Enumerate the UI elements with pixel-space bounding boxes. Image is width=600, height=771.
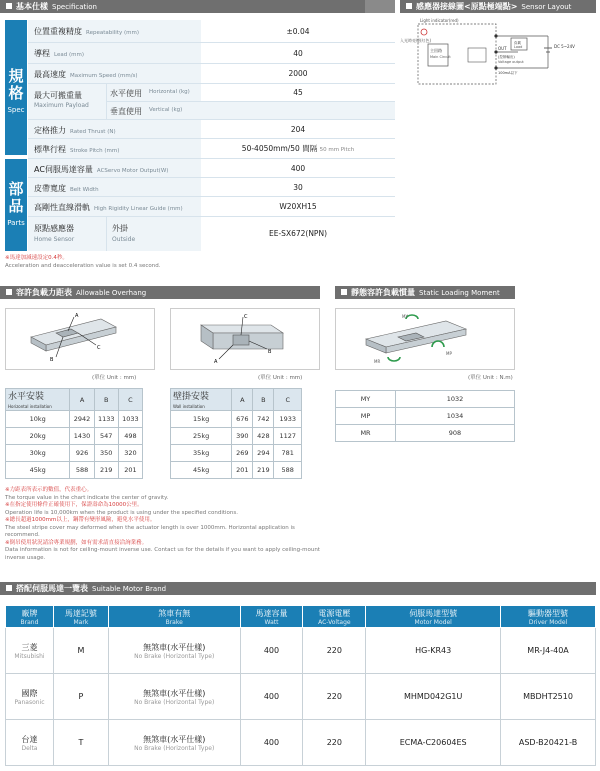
a-cell: 926 [70,445,94,462]
spec-title-en: Specification [52,3,97,11]
moment-label: MY [336,391,396,408]
spec-value: 400 [201,159,395,177]
brand-en: Mitsubishi [14,652,45,660]
moment-value: 1034 [396,408,515,425]
load-cell: 20kg [6,428,70,445]
load-cell: 45kg [171,462,232,479]
load-cell: 25kg [171,428,232,445]
a-cell: 269 [232,445,253,462]
b-cell: 219 [94,462,118,479]
table-row [171,462,302,479]
note-en: The torque value in the chart indicate the center of gravity. [5,494,169,501]
motor-model-cell: MHMD042G1U [366,674,501,720]
a-cell: 1430 [70,428,94,445]
brake-en: No Brake (Horizontal Type) [134,698,215,706]
spec-value: 30 [201,178,395,196]
spec-value: 2000 [201,64,395,83]
load-cell: 30kg [6,445,70,462]
sensor-sub: 外掛 [112,224,128,233]
label-my: MY [402,314,408,319]
sensor-label: 原點感應器 [34,224,74,233]
note-zh: ※在指定使用條件正確使用下，保證壽命為10000公里。 [5,502,143,508]
spec-row-thrust [28,120,395,139]
label-a: A [75,313,79,319]
load-cell: 45kg [6,462,70,479]
load-text: 負載 [514,41,521,45]
spec-value: W20XH15 [201,197,395,216]
brake-cell [108,628,240,674]
b-cell: 350 [94,445,118,462]
sensor-sub-en: Outside [112,236,136,243]
spec-row-guide [28,197,395,217]
a-cell: 676 [232,411,253,428]
th-en: Motor Model [414,618,452,626]
wall-table [170,388,302,479]
motor-model-cell: ECMA-C20604ES [366,720,501,766]
label-b: B [50,357,54,363]
spec-label: 定格推力 [34,126,66,135]
spec-row-repeatability [28,20,395,43]
moment-label: MR [336,425,396,442]
c-cell: 1933 [274,411,302,428]
label-a: A [214,359,218,365]
table-row [336,425,515,442]
load-cell: 10kg [6,411,70,428]
payload-label-en: Maximum Payload [34,102,89,109]
table-row [336,391,515,408]
col-a: A [232,389,253,411]
spec-title: 基本仕樣 [16,2,48,11]
spec-row-payload [28,84,395,120]
motor-row [6,720,596,766]
brake-en: No Brake (Horizontal Type) [134,744,215,752]
spec-row-speed [28,64,395,84]
motor-header-row [6,606,596,628]
static-moment-figure [335,308,515,370]
spec-row-stroke [28,139,395,159]
brake-cell [108,720,240,766]
group-spec-label: 規格 [6,68,25,102]
spec-label-en: Repeatability (mm) [86,30,139,36]
spec-note [5,255,395,270]
mark-cell: P [53,674,108,720]
b-cell: 294 [253,445,274,462]
motor-row [6,674,596,720]
th-en: Driver Model [528,618,568,626]
wall-title-en: Wall installation [173,404,205,409]
c-cell: 588 [274,462,302,479]
note-zh: ※力距表所表示的數值，代表重心。 [5,487,93,493]
c-cell: 1033 [118,411,142,428]
main-circuit-en: Main Circuit [430,55,451,59]
control-en: Voltage output [498,60,524,64]
b-cell: 428 [253,428,274,445]
th-brand [6,606,54,628]
driver-model-cell: ASD-B20421-B [501,720,596,766]
b-cell: 1133 [94,411,118,428]
a-cell: 390 [232,428,253,445]
led-text: 入光時亮燈(紅色) [400,38,432,43]
moment-label: MP [336,408,396,425]
wall-install-figure [170,308,320,370]
group-spec-en: Spec [7,106,25,114]
brake-zh: 無煞車(水平仕樣) [143,688,206,698]
brand-cell [6,720,54,766]
brake-zh: 無煞車(水平仕樣) [143,734,206,744]
th-zh: 驅動器型號 [528,608,569,618]
th-en: AC-Voltage [318,618,351,626]
brand-zh: 國際 [21,688,38,698]
brake-cell [108,674,240,720]
motor-table [5,605,596,766]
brand-zh: 台達 [21,734,38,744]
brake-zh: 無煞車(水平仕樣) [143,642,206,652]
load-cell: 35kg [171,445,232,462]
volt-cell: 220 [303,628,366,674]
table-row [6,411,143,428]
brake-en: No Brake (Horizontal Type) [134,652,215,660]
table-row [171,411,302,428]
note-en: The steel stripe cover may deformed when the actuator length is over 1000mm. Horizontal application is recommend. [5,524,295,538]
th-en: Brand [20,618,39,626]
b-cell: 219 [253,462,274,479]
static-unit: (單位 Unit : N.m) [468,375,513,381]
th-zh: 煞車有無 [158,608,191,618]
static-title-en: Static Loading Moment [419,289,500,297]
brand-en: Delta [21,744,38,752]
spec-label: 導程 [34,49,50,58]
watt-cell: 400 [240,674,303,720]
label-mr: MR [374,359,381,364]
horizontal-unit: (單位 Unit : mm) [92,375,137,381]
table-row [171,445,302,462]
wall-title: 壁掛安裝 [173,392,210,402]
spec-value: ±0.04 [201,20,395,42]
brand-cell [6,674,54,720]
table-row [336,408,515,425]
spec-row-belt [28,178,395,197]
load-en: Load [514,45,523,49]
horizontal-title-cell [6,389,70,411]
spec-note-zh: ※馬達加減速設定0.4秒。 [5,255,68,261]
group-parts [5,159,27,251]
watt-cell: 400 [240,720,303,766]
mark-cell: M [53,628,108,674]
horizontal-title: 水平安裝 [8,392,45,402]
spec-note-en: Acceleration and deacceleration value is set 0.4 second. [5,262,161,269]
stroke-value: 50-4050mm/50 間隔 [241,144,318,153]
wall-actuator-illustration [171,309,321,371]
a-cell: 2942 [70,411,94,428]
static-title: 靜態容許負載慣量 [351,288,415,297]
sensor-label-en: Home Sensor [34,236,75,243]
horizontal-install-figure [5,308,155,370]
table-header-row [6,389,143,411]
motor-row [6,628,596,674]
c-cell: 1127 [274,428,302,445]
spec-row-motor [28,159,395,178]
table-row [6,462,143,479]
brand-zh: 三菱 [21,642,38,652]
col-b: B [253,389,274,411]
sensor-layout-header [400,0,596,13]
sensor-value: EE-SX672(NPN) [201,217,395,251]
a-cell: 201 [232,462,253,479]
group-spec [5,20,27,155]
note-zh: ※倒吊使用狀況請洽專業規劃，如有需求請直接洽詢業務。 [5,539,148,546]
group-parts-label: 部品 [6,181,25,215]
static-moment-illustration [336,309,516,371]
payload-v-en: Vertical (kg) [149,107,183,113]
spec-label-en: Stroke Pitch (mm) [70,148,120,154]
table-row [6,445,143,462]
th-en: Mark [73,618,89,626]
th-brake [108,606,240,628]
out-text: OUT [498,46,507,51]
load-cell: 15kg [171,411,232,428]
stroke-value-en: 50 mm Pitch [319,147,355,153]
col-c: C [118,389,142,411]
dc-text: DC 5~24V [554,44,575,49]
horizontal-title-en: Horizontal installation [8,404,52,409]
motor-title-en: Suitable Motor Brand [92,585,167,593]
spec-label: 標準行程 [34,145,66,154]
group-parts-en: Parts [7,219,25,227]
label-b: B [268,349,272,355]
payload-h-value: 45 [201,84,395,102]
spec-row-lead [28,43,395,64]
th-zh: 廠牌 [21,608,38,618]
current-text: 100mA以下 [498,71,518,75]
spec-label: 位置重複精度 [34,27,82,36]
wall-title-cell [171,389,232,411]
spec-label: 最高速度 [34,70,66,79]
th-zh: 電源電壓 [318,608,351,618]
label-c: C [97,345,101,351]
spec-value [201,139,395,158]
spec-label-en: Lead (mm) [54,52,84,58]
spec-label-en: Belt Width [70,187,99,193]
overhang-title-en: Allowable Overhang [76,289,147,297]
spec-label-en: Maximum Speed (mm/s) [70,73,138,79]
horizontal-actuator-illustration [6,309,156,371]
static-header [335,286,515,299]
th-watt [240,606,303,628]
th-en: Watt [264,618,279,626]
a-cell: 588 [70,462,94,479]
spec-label: 高剛性直線滑軌 [34,203,90,212]
driver-model-cell: MR-J4-40A [501,628,596,674]
th-en: Brake [165,618,183,626]
label-c: C [244,314,248,320]
table-header-row [171,389,302,411]
col-a: A [70,389,94,411]
sensor-wiring-diagram [398,18,598,88]
spec-row-sensor [28,217,395,251]
note-en: Data information is not for ceiling-mount inverse use. Contact us for the details if you want to apply ceiling-mount inverse usage. [5,547,320,561]
mark-cell: T [53,720,108,766]
brand-en: Panasonic [14,698,45,706]
motor-header [0,582,596,595]
th-volt [303,606,366,628]
payload-label: 最大可搬重量 [34,91,82,100]
moment-value: 908 [396,425,515,442]
overhang-notes [5,487,325,562]
c-cell: 498 [118,428,142,445]
motor-model-cell: HG-KR43 [366,628,501,674]
th-driver [501,606,596,628]
moment-value: 1032 [396,391,515,408]
spec-value: 40 [201,43,395,63]
spec-label-en: ACServo Motor Output(W) [96,168,169,174]
spec-label-en: High Rigidity Linear Guide (mm) [94,206,183,212]
volt-cell: 220 [303,674,366,720]
note-en: Operation life is 10,000km when the product is using under the specified conditions. [5,509,239,516]
volt-cell: 220 [303,720,366,766]
motor-title: 搭配伺服馬達一覽表 [16,584,88,593]
brand-cell [6,628,54,674]
c-cell: 320 [118,445,142,462]
th-zh: 伺服馬達型號 [409,608,458,618]
overhang-header [0,286,320,299]
note-zh: ※總長超過1000mm以上，鋼帶有變形風險，避免水平使用。 [5,517,156,523]
spec-label-en: Rated Thrust (N) [70,129,116,135]
static-table [335,390,515,442]
wall-unit: (單位 Unit : mm) [258,375,303,381]
watt-cell: 400 [240,628,303,674]
b-cell: 742 [253,411,274,428]
driver-model-cell: MBDHT2510 [501,674,596,720]
label-mp: MP [446,351,452,356]
c-cell: 781 [274,445,302,462]
sensor-layout-title: 感應器接線圖<原點極端點> [416,2,518,11]
table-row [6,428,143,445]
main-circuit-text: 主回路 [430,48,442,53]
spec-value: 204 [201,120,395,138]
payload-h-label: 水平使用 [110,89,142,98]
th-mark [53,606,108,628]
spec-label: 皮帶寬度 [34,184,66,193]
th-zh: 馬達容量 [255,608,288,618]
payload-h-en: Horizontal (kg) [149,89,190,95]
spec-header [0,0,395,13]
horizontal-table [5,388,143,479]
th-motor [366,606,501,628]
th-zh: 馬達記號 [64,608,97,618]
overhang-title: 容許負載力距表 [16,288,72,297]
sensor-layout-title-en: Sensor Layout [521,3,572,11]
control-text: (控制輸出) [498,55,515,59]
col-c: C [274,389,302,411]
light-indicator-text: Light indicator(red) [420,18,459,23]
col-b: B [94,389,118,411]
c-cell: 201 [118,462,142,479]
spec-label: AC伺服馬達容量 [34,165,93,174]
table-row [171,428,302,445]
b-cell: 547 [94,428,118,445]
payload-v-label: 垂直使用 [110,107,142,116]
